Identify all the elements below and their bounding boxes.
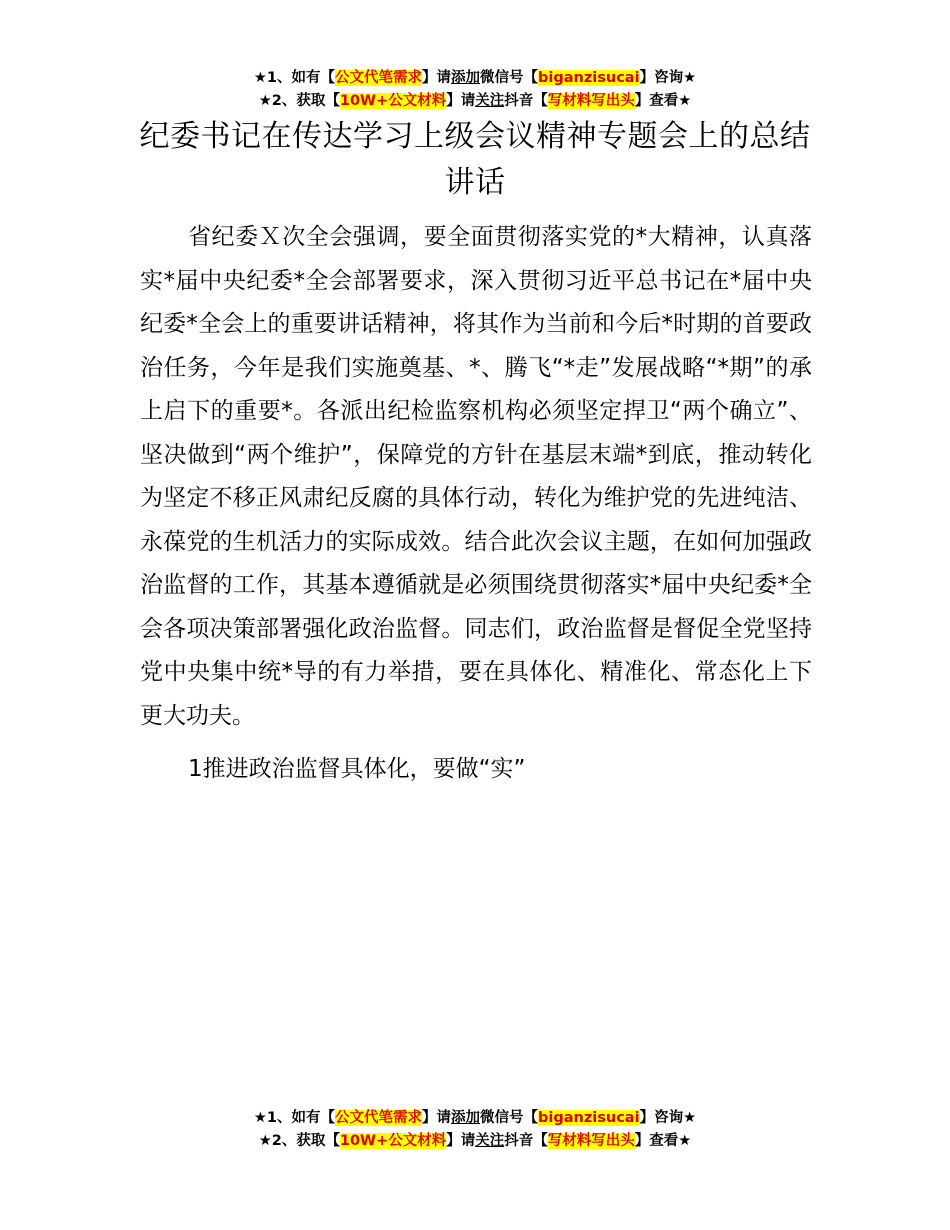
banner-highlight: 公文代笔需求 [335,1110,423,1126]
body-paragraph: 省纪委Ｘ次全会强调，要全面贯彻落实党的*大精神，认真落实*届中央纪委*全会部署要求，深入贯彻习近平总书记在*届中央纪委*全会上的重要讲话精神，将其作为当前和今后*时期的首要政治任务，今年是我们实施奠基、*、腾飞“*走”发展战略“*期”的承上启下的重要*。各派出纪检监察机构必须坚定捍卫“两个确立”、坚决做到“两个维护”，保障党的方针在基层末端*到底，推动转化为坚定不移正风肃纪反腐的具体行动，转化为维护党的先进纯洁、永葆党的生机活力的实际成效。结合此次会议主题，在如何加强政治监督的工作，其基本遵循就是必须围绕贯彻落实*届中央纪委*全会各项决策部署强化政治监督。同志们，政治监督是督促全党坚持党中央集中统*导的有力举措，要在具体化、精准化、常态化上下更大功夫。 [140,224,813,729]
banner-text: 】咨询★ [639,70,697,86]
banner-text: ★1、如有【 [253,70,336,86]
header-banner-line-2 [0,90,950,113]
banner-text: 】查看★ [634,93,692,109]
header-banner [0,67,950,113]
section-heading: 1推进政治监督具体化，要做“实” [188,756,526,782]
banner-underlined: 添加 [451,70,481,86]
banner-text: 】查看★ [634,1133,692,1149]
banner-text: 微信号【 [480,70,539,86]
banner-highlight: 10W+公文材料 [339,93,447,109]
banner-text: 抖音【 [504,1133,548,1149]
banner-highlight: biganzisucai [538,1110,640,1126]
footer-banner-line-2 [0,1130,950,1153]
banner-text: 】请 [422,1110,452,1126]
banner-highlight: 写材料写出头 [547,1133,635,1149]
banner-text: 】请 [422,70,452,86]
banner-text: 微信号【 [480,1110,539,1126]
banner-text: 】请 [446,1133,476,1149]
banner-text: ★1、如有【 [253,1110,336,1126]
banner-text: ★2、获取【 [258,93,340,109]
banner-underlined: 关注 [475,1133,505,1149]
document-title: 纪委书记在传达学习上级会议精神专题会上的总结讲话 [139,119,811,200]
banner-highlight: biganzisucai [538,70,640,86]
footer-banner [0,1107,950,1153]
banner-underlined: 添加 [451,1110,481,1126]
banner-underlined: 关注 [475,93,505,109]
banner-text: 】请 [446,93,476,109]
banner-text: 】咨询★ [639,1110,697,1126]
banner-text: 抖音【 [504,93,548,109]
document-body [140,216,812,792]
banner-highlight: 10W+公文材料 [339,1133,447,1149]
banner-highlight: 写材料写出头 [547,93,635,109]
banner-highlight: 公文代笔需求 [335,70,423,86]
footer-banner-line-1 [0,1107,950,1130]
banner-text: ★2、获取【 [258,1133,340,1149]
header-banner-line-1 [0,67,950,90]
